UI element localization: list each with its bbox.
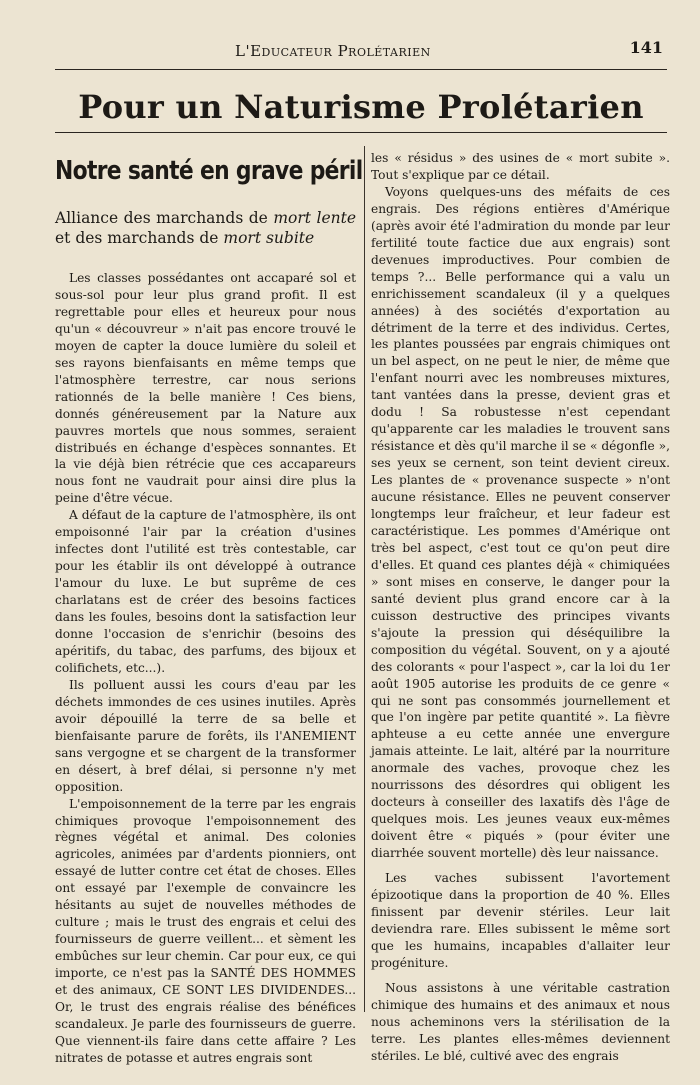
section-title: Notre santé en grave péril	[55, 156, 363, 186]
paragraph: Les vaches subissent l'avortement épizootique dans la proportion de 40 %. Elles finissent par devenir stériles. Leur lait deviendra rare. Elles subissent le même sort que les humains, incapables d'allaiter leur progéniture.	[371, 871, 670, 970]
paragraph: Les classes possédantes ont accaparé sol et sous-sol pour leur plus grand profit. Il est regrettable pour elles et heureux pour nous qu'un « découvreur » n'ait pas encore trouvé le moyen de capter la douce lumière du soleil et ses rayons bienfaisants en même temps que l'atmosphère terrestre, car nous serions rationnés de la belle manière ! Ces biens, donnés généreusement par la Nature aux pauvres mortels que nous sommes, seraient distribués en échange d'espèces sonnantes. Et la vie déjà bien rétrécie que ces accapareurs nous font ne vaudrait pour ainsi dire plus la peine d'être vécue.	[55, 271, 356, 506]
paragraph: Ils polluent aussi les cours d'eau par les déchets immondes de ces usines inutiles. Après avoir dépouillé la terre de sa belle et bienfaisante parure de forêts, ils l'ANEMIENT sans vergogne et se chargent de la transformer en désert, à bref délai, si personne n'y met opposition.	[55, 677, 356, 794]
subtitle-text-2: et des marchands de	[55, 229, 224, 247]
paragraph: les « résidus » des usines de « mort subite ». Tout s'explique par ce détail.	[371, 151, 670, 182]
subtitle-emphasis-2: mort subite	[223, 229, 315, 247]
paragraph: Voyons quelques-uns des méfaits de ces engrais. Des régions entières d'Amérique (après avoir été l'admiration du monde par leur fertilité toute factice due aux engrais) sont devenues improductives. Pour combien de temps ?... Belle performance qui a valu un enrichissement scandaleux (il y a quelques années) à des sociétés d'exportation au détriment de la terre et des individus. Certes, les plantes poussées par engrais chimiques ont un bel aspect, on ne peut le nier, de même que l'enfant nourri avec les nombreuses mixtures, tant vantées dans la presse, devient gras et dodu ! Sa robustesse n'est cependant qu'apparente car les maladies le trouvent sans résistance et dès qu'il marche il se « dégonfle », ses yeux se cernent, son teint devient cireux. Les plantes de « provenance suspecte » n'ont aucune résistance. Elles ne peuvent conserver longtemps leur fraîcheur, et leur fadeur est caractéristique. Les pommes d'Amérique ont très bel aspect, c'est tout ce qu'on peut dire d'elles. Et quand ces plantes déjà « chimiquées » sont mises en conserve, le danger pour la santé devient plus grand encore car à la cuisson destructive des principes vivants s'ajoute la pression qui déséquilibre la composition du végétal. Souvent, on y a ajouté des colorants « pour l'aspect », car la loi du 1er août 1905 autorise les produits de ce genre « qui ne sont pas consommés journellement et que l'on ingère par petite quantité ». La fièvre aphteuse a eu cette année une envergure jamais atteinte. Le lait, altéré par la nourriture anormale des vaches, provoque chez les nourrissons des désordres qui obligent les docteurs à conseiller des laxatifs dès l'âge de quelques mois. Les jeunes veaux eux-mêmes doivent être « piqués » (pour éviter une diarrhée souvent mortelle) dès leur naissance.	[371, 184, 670, 861]
article-title: Pour un Naturisme Prolétarien	[78, 88, 644, 126]
running-header	[55, 38, 667, 68]
subtitle-text-1: Alliance des marchands de	[55, 209, 274, 227]
subtitle-emphasis-1: mort lente	[273, 209, 357, 227]
paragraph: A défaut de la capture de l'atmosphère, ils ont empoisonné l'air par la création d'usines infectes dont l'utilité est très contestable, car pour les établir ils ont développé à outrance l'amour du luxe. Le but suprême de ces charlatans est de créer des besoins factices dans les foules, besoins dont la satisfaction leur donne l'occasion de s'enrichir (besoins des apéritifs, du tabac, des parfums, des bijoux et colifichets, etc...).	[55, 508, 356, 675]
paragraph: Nous assistons à une véritable castration chimique des humains et des animaux et nous nous acheminons vers la stérilisation de la terre. Les plantes elles-mêmes deviennent stériles. Le blé, cultivé avec des engrais	[371, 980, 670, 1063]
title-rule	[55, 132, 667, 133]
journal-name: L'Educateur Prolétarien	[235, 42, 431, 60]
article-subtitle	[55, 208, 356, 248]
paragraph: L'empoisonnement de la terre par les engrais chimiques provoque l'empoisonnement des règnes végétal et animal. Des colonies agricoles, animées par d'ardents pionniers, ont essayé de lutter contre cet état de choses. Elles ont essayé par l'exemple de convaincre les hésitants au sujet de nouvelles méthodes de culture ; mais le trust des engrais et celui des fournisseurs de guerre veillent... et sèment les embûches sur leur chemin. Car pour eux, ce qui importe, ce n'est pas la SANTÉ DES HOMMES et des animaux, CE SONT LES DIVIDENDES... Or, le trust des engrais réalise des bénéfices scandaleux. Je parle des fournisseurs de guerre. Que viennent-ils faire dans cette affaire ? Les nitrates de potasse et autres engrais sont	[55, 796, 356, 1065]
right-column	[371, 150, 670, 1065]
column-divider	[364, 146, 365, 1012]
left-column	[55, 150, 363, 1067]
header-rule	[55, 69, 667, 70]
page-number: 141	[629, 38, 663, 57]
